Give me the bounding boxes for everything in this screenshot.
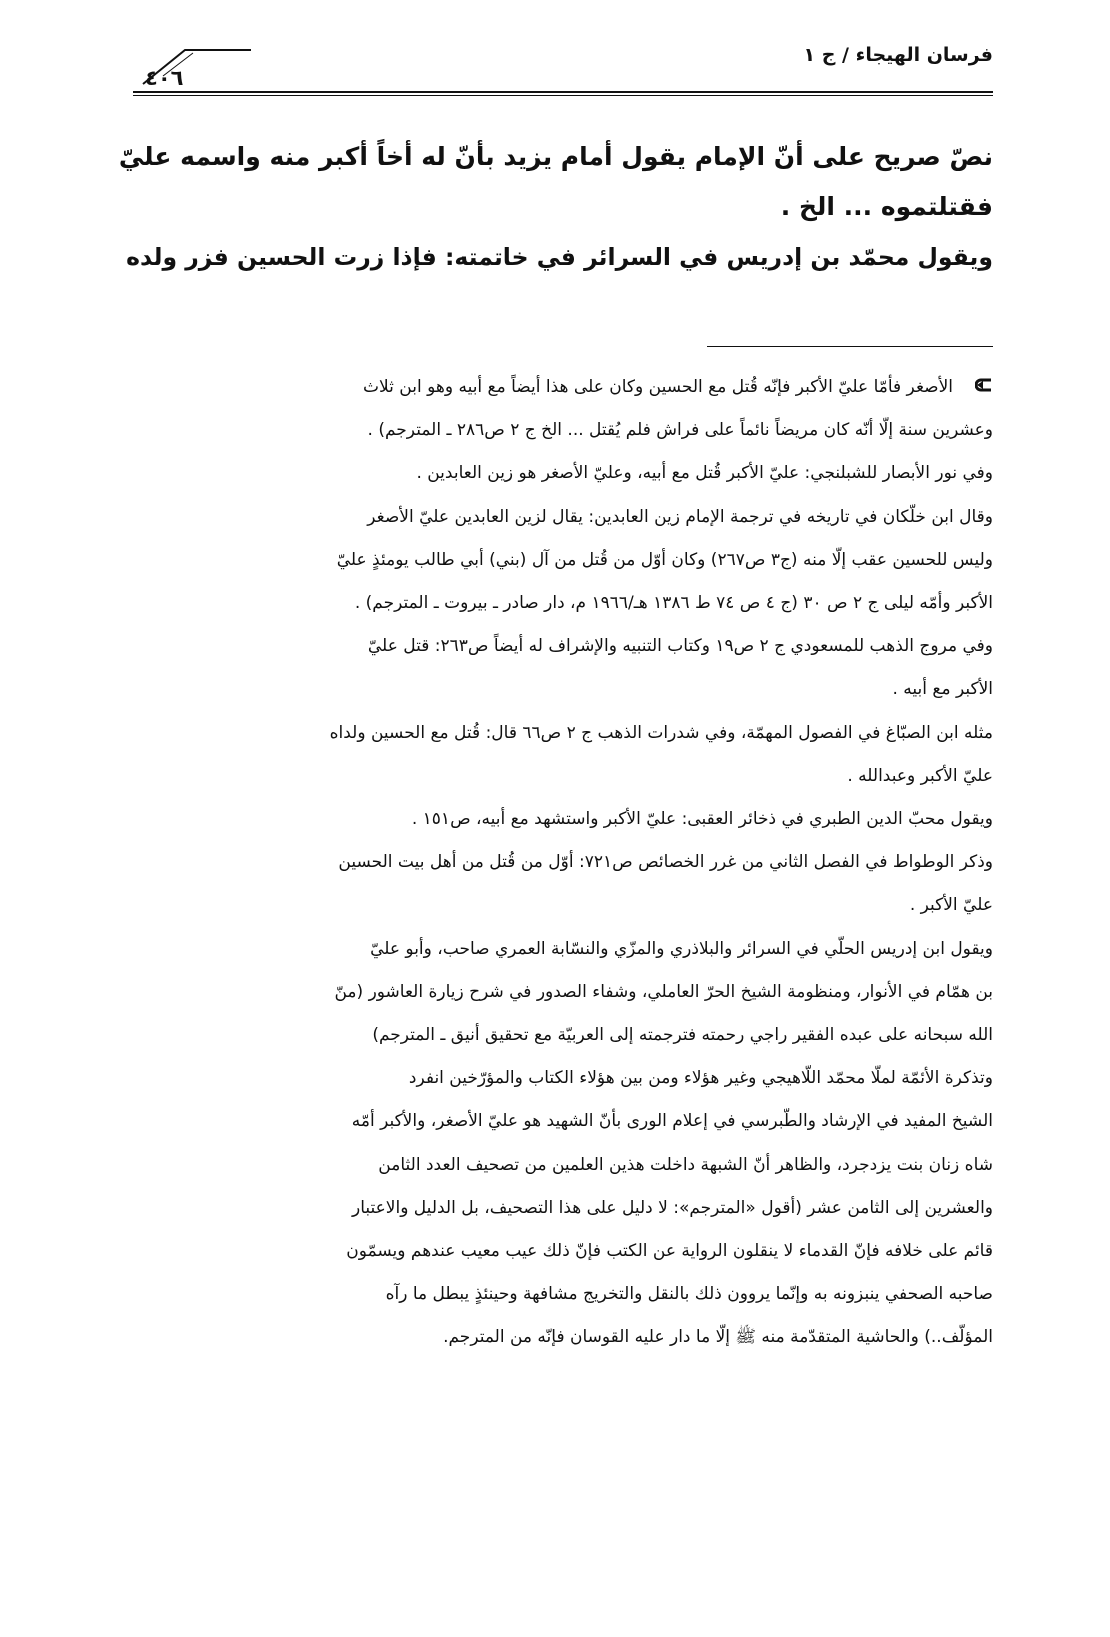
footnote-line: وذكر الوطواط في الفصل الثاني من غرر الخصائص ص٧٢١: أوّل من قُتل من أهل بيت الحسين xyxy=(338,852,993,873)
page-number: ٤٠٦ xyxy=(145,66,184,90)
footnote-line: المؤلّف..) والحاشية المتقدّمة منه ﷺ إلّا ما دار عليه القوسان فإنّه من المترجم. xyxy=(443,1327,993,1348)
footnote-line: وفي مروج الذهب للمسعودي ج ٢ ص١٩ وكتاب التنبيه والإشراف له أيضاً ص٢٦٣: قتل عليّ xyxy=(367,636,993,657)
footnote-line: مثله ابن الصبّاغ في الفصول المهمّة، وفي شدرات الذهب ج ٢ ص٦٦ قال: قُتل مع الحسين ولداه xyxy=(329,722,993,743)
footnote-line: ويقول ابن إدريس الحلّي في السرائر والبلاذري والمزّي والنسّابة العمري صاحب، وأبو عليّ xyxy=(370,938,993,959)
footnote-line: وعشرين سنة إلّا أنّه كان مريضاً نائماً على فراش فلم يُقتل ... الخ ج ٢ ص٢٨٦ ـ المترجم) . xyxy=(367,420,993,441)
footnote-line: شاه زنان بنت يزدجرد، والظاهر أنّ الشبهة داخلت هذين العلمين من تصحيف العدد الثامن xyxy=(378,1154,993,1175)
main-line-1: نصّ صريح على أنّ الإمام يقول أمام يزيد بأنّ له أخاً أكبر منه واسمه عليّ xyxy=(118,142,993,171)
footnote-line: الله سبحانه على عبده الفقير راجي رحمته فترجمته إلى العربيّة مع تحقيق أنيق ـ المترجم) xyxy=(372,1025,993,1046)
footnote-line: ويقول محبّ الدين الطبري في ذخائر العقبى: عليّ الأكبر واستشهد مع أبيه، ص١٥١ . xyxy=(411,809,993,830)
footnote-line: وتذكرة الأئمّة لملّا محمّد اللّاهيجي وغير هؤلاء ومن بين هؤلاء الكتاب والمؤرّخين انفرد xyxy=(408,1068,993,1089)
footnote-line: الأكبر وأمّه ليلى ج ٢ ص ٣٠ (ج ٤ ص ٧٤ ط ١٣٨٦ هـ/١٩٦٦ م، دار صادر ـ بيروت ـ المترجم) . xyxy=(354,593,993,614)
main-text xyxy=(117,132,993,282)
footnote-line: الشيخ المفيد في الإرشاد والطّبرسي في إعلام الورى بأنّ الشهيد هو عليّ الأصغر، والأكبر أمّه xyxy=(351,1111,993,1132)
footnote-separator xyxy=(707,346,993,347)
footnote-line: وفي نور الأبصار للشبلنجي: عليّ الأكبر قُتل مع أبيه، وعليّ الأصغر هو زين العابدين . xyxy=(416,463,993,484)
page-header xyxy=(133,44,993,96)
main-line-2: فقتلتموه ... الخ . xyxy=(780,192,993,221)
footnote-line: والعشرين إلى الثامن عشر (أقول «المترجم»: لا دليل على هذا التصحيف، بل الدليل والاعتبار xyxy=(351,1197,993,1218)
footnote-line: قائم على خلافه فإنّ القدماء لا ينقلون الرواية عن الكتب فإنّ ذلك عيب معيب عندهم ويسمّون xyxy=(346,1241,993,1262)
footnote-line: بن همّام في الأنوار، ومنظومة الشيخ الحرّ العاملي، وشفاء الصدور في شرح زيارة العاشور (منّ xyxy=(334,981,993,1002)
header-rule-thin xyxy=(133,95,993,96)
footnote-line: الأكبر مع أبيه . xyxy=(892,679,993,700)
footnote-line: وقال ابن خلّكان في تاريخه في ترجمة الإمام زين العابدين: يقال لزين العابدين عليّ الأصغر xyxy=(367,506,993,527)
footnote-line: وليس للحسين عقب إلّا منه (ج٣ ص٢٦٧) وكان أوّل من قُتل من آل (بني) أبي طالب يومئذٍ عليّ xyxy=(336,549,993,570)
footnote-line: عليّ الأكبر وعبدالله . xyxy=(847,765,993,786)
running-title: فرسان الهيجاء / ج ١ xyxy=(803,44,993,66)
footnote-line: الأصغر فأمّا عليّ الأكبر فإنّه قُتل مع الحسين وكان على هذا أيضاً مع أبيه وهو ابن ثلاث xyxy=(117,366,993,409)
footnote-block xyxy=(117,366,993,1360)
footnote-line: صاحبه الصحفي ينبزونه به وإنّما يروون ذلك بالنقل والتخريج مشافهة وحينئذٍ يبطل ما رآه xyxy=(385,1284,993,1305)
main-line-3: ويقول محمّد بن إدريس في السرائر في خاتمته: فإذا زرت الحسين فزر ولده xyxy=(126,243,993,271)
header-rule xyxy=(133,91,993,93)
footnote-continuation-arrow-icon xyxy=(975,378,993,392)
footnote-line: عليّ الأكبر . xyxy=(909,895,993,916)
